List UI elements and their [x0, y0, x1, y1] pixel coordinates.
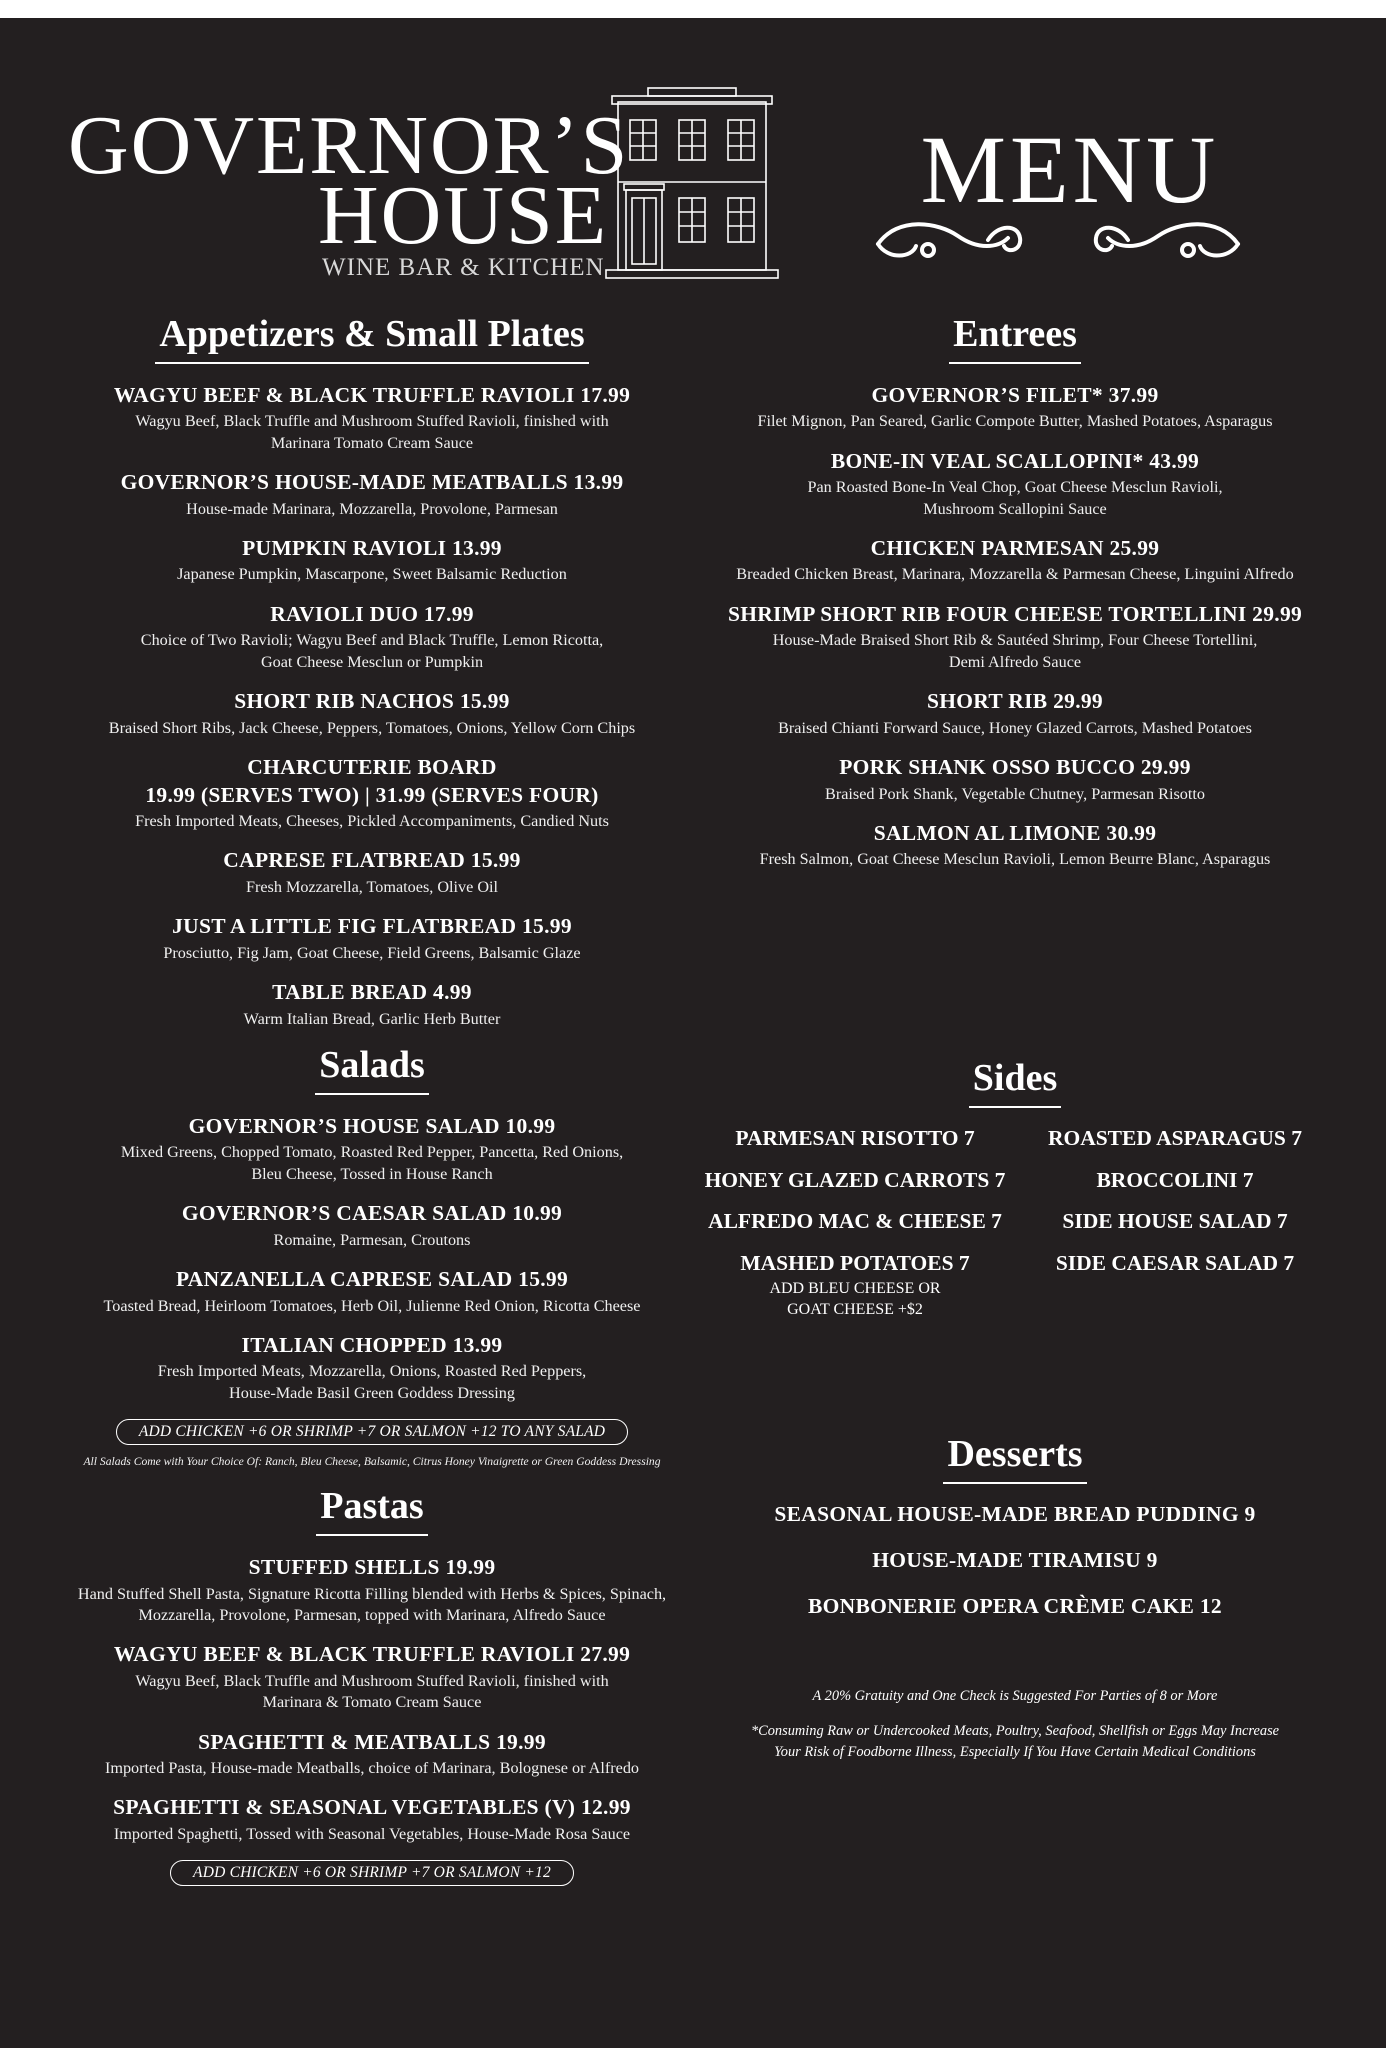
sides-right-list: [1020, 1126, 1330, 1337]
item-name: CHICKEN PARMESAN 25.99: [870, 535, 1160, 560]
entree-list: [700, 382, 1330, 871]
side-name: ROASTED ASPARAGUS 7: [1047, 1125, 1303, 1150]
salad-item: [62, 1113, 682, 1185]
item-description: Warm Italian Bread, Garlic Herb Butter: [243, 1009, 501, 1028]
item-description: Wagyu Beef, Black Truffle and Mushroom Stuffed Ravioli, finished with Marinara Tomato Cream Sauce: [135, 412, 609, 452]
item-name: SHORT RIB NACHOS 15.99: [234, 689, 510, 714]
item-description: House-made Marinara, Mozzarella, Provolone, Parmesan: [186, 499, 558, 518]
appetizer-item: [62, 535, 682, 586]
house-building-icon: [604, 86, 780, 286]
salad-item: [62, 1332, 682, 1404]
item-name: SPAGHETTI & SEASONAL VEGETABLES (V) 12.99: [113, 1795, 631, 1820]
item-name: SHORT RIB 29.99: [927, 689, 1103, 714]
item-name: WAGYU BEEF & BLACK TRUFFLE RAVIOLI 17.99: [113, 382, 631, 407]
side-name: MASHED POTATOES 7: [740, 1251, 970, 1276]
item-description: Romaine, Parmesan, Croutons: [273, 1230, 471, 1249]
item-description: Toasted Bread, Heirloom Tomatoes, Herb Oil, Julienne Red Onion, Ricotta Cheese: [103, 1296, 641, 1315]
side-item: [700, 1168, 1010, 1194]
side-name: HONEY GLAZED CARROTS 7: [704, 1167, 1006, 1192]
item-description: Fresh Imported Meats, Cheeses, Pickled Accompaniments, Candied Nuts: [135, 812, 609, 831]
footnotes-section: [700, 1686, 1330, 1763]
item-description: Filet Mignon, Pan Seared, Garlic Compote Butter, Mashed Potatoes, Asparagus: [757, 412, 1273, 431]
item-description: Choice of Two Ravioli; Wagyu Beef and Black Truffle, Lemon Ricotta, Goat Cheese Mesclun or Pumpkin: [140, 631, 604, 671]
brand-tagline: WINE BAR & KITCHEN: [322, 254, 605, 281]
item-name: WAGYU BEEF & BLACK TRUFFLE RAVIOLI 27.99: [113, 1642, 631, 1667]
item-description: Hand Stuffed Shell Pasta, Signature Ricotta Filling blended with Herbs & Spices, Spinach, Mozzarella, Provolone, Parmesan, topped with Marinara, Alfredo Sauce: [77, 1584, 667, 1624]
side-item: [700, 1126, 1010, 1152]
item-name: PORK SHANK OSSO BUCCO 29.99: [839, 755, 1191, 779]
side-item: [1020, 1251, 1330, 1277]
entree-item: [700, 820, 1330, 871]
dessert-item: SEASONAL HOUSE-MADE BREAD PUDDING 9: [774, 1501, 1256, 1526]
item-name: JUST A LITTLE FIG FLATBREAD 15.99: [172, 914, 572, 939]
side-name: ALFREDO MAC & CHEESE 7: [708, 1209, 1002, 1234]
item-name: CAPRESE FLATBREAD 15.99: [223, 848, 521, 873]
side-note: ADD BLEU CHEESE OR GOAT CHEESE +$2: [769, 1279, 941, 1318]
item-description: Prosciutto, Fig Jam, Goat Cheese, Field Greens, Balsamic Glaze: [163, 943, 581, 962]
item-description: Braised Short Ribs, Jack Cheese, Peppers, Tomatoes, Onions, Yellow Corn Chips: [108, 718, 636, 737]
item-name: SALMON AL LIMONE 30.99: [873, 820, 1157, 845]
sides-section: [700, 1058, 1330, 1337]
pasta-list: [62, 1554, 682, 1845]
item-description: Fresh Mozzarella, Tomatoes, Olive Oil: [245, 877, 499, 896]
entree-item: [700, 448, 1330, 520]
side-item: [700, 1251, 1010, 1320]
item-description: Mixed Greens, Chopped Tomato, Roasted Red Pepper, Pancetta, Red Onions, Bleu Cheese, Tossed in House Ranch: [120, 1143, 624, 1183]
side-item: [1020, 1168, 1330, 1194]
gratuity-note: A 20% Gratuity and One Check is Suggested For Parties of 8 or More: [812, 1688, 1218, 1704]
item-name: RAVIOLI DUO 17.99: [270, 601, 474, 626]
item-description: Breaded Chicken Breast, Marinara, Mozzarella & Parmesan Cheese, Linguini Alfredo: [736, 565, 1294, 584]
sides-title: Sides: [969, 1058, 1061, 1108]
pasta-item: [62, 1729, 682, 1780]
appetizer-item: [62, 601, 682, 673]
entrees-title: Entrees: [949, 314, 1081, 364]
pasta-item: [62, 1554, 682, 1626]
item-description: Braised Pork Shank, Vegetable Chutney, Parmesan Risotto: [825, 784, 1205, 803]
item-name: STUFFED SHELLS 19.99: [248, 1554, 496, 1579]
appetizers-title: Appetizers & Small Plates: [155, 314, 588, 364]
desserts-title: Desserts: [943, 1434, 1086, 1484]
pastas-title: Pastas: [316, 1486, 427, 1536]
entree-item: [700, 382, 1330, 433]
sides-grid: [700, 1126, 1330, 1337]
item-description: Wagyu Beef, Black Truffle and Mushroom Stuffed Ravioli, finished with Marinara & Tomato Cream Sauce: [135, 1671, 609, 1712]
item-description: Japanese Pumpkin, Mascarpone, Sweet Balsamic Reduction: [177, 565, 567, 584]
flourish-ornament-icon: [868, 214, 1248, 274]
pasta-addon-pill: ADD CHICKEN +6 OR SHRIMP +7 OR SALMON +12: [170, 1860, 574, 1886]
pasta-item: [62, 1794, 682, 1845]
side-name: SIDE HOUSE SALAD 7: [1062, 1209, 1288, 1234]
pasta-item: [62, 1641, 682, 1713]
entree-item: [700, 688, 1330, 739]
side-name: SIDE CAESAR SALAD 7: [1055, 1251, 1295, 1276]
salad-item: [62, 1266, 682, 1317]
item-name: GOVERNOR’S FILET* 37.99: [871, 382, 1159, 407]
item-description: Pan Roasted Bone-In Veal Chop, Goat Cheese Mesclun Ravioli, Mushroom Scallopini Sauce: [807, 478, 1223, 518]
side-item: [1020, 1126, 1330, 1152]
salad-dressing-note: All Salads Come with Your Choice Of: Ranch, Bleu Cheese, Balsamic, Citrus Honey Vinaigrette or Green Goddess Dressing: [83, 1455, 661, 1469]
entree-item: [700, 754, 1330, 805]
left-column: [62, 314, 682, 1886]
dessert-list: [700, 1502, 1330, 1619]
menu-sheet: [0, 18, 1386, 2048]
salad-list: [62, 1113, 682, 1404]
appetizer-item: [62, 847, 682, 898]
appetizer-list: [62, 382, 682, 1030]
appetizer-item: [62, 913, 682, 964]
item-name: BONE-IN VEAL SCALLOPINI* 43.99: [830, 448, 1200, 473]
salads-title: Salads: [315, 1045, 429, 1095]
item-name: SPAGHETTI & MEATBALLS 19.99: [198, 1729, 546, 1754]
brand-name-line1: GOVERNOR’S: [68, 99, 630, 192]
item-name: CHARCUTERIE BOARD 19.99 (SERVES TWO) | 31.99 (SERVES FOUR): [145, 755, 599, 807]
item-name: PANZANELLA CAPRESE SALAD 15.99: [175, 1267, 569, 1292]
item-description: House-Made Braised Short Rib & Sautéed Shrimp, Four Cheese Tortellini, Demi Alfredo Sauce: [772, 631, 1258, 671]
brand-logo: [64, 78, 784, 288]
item-name: ITALIAN CHOPPED 13.99: [241, 1332, 503, 1357]
desserts-section: [700, 1434, 1330, 1640]
side-name: PARMESAN RISOTTO 7: [735, 1125, 975, 1150]
side-item: [1020, 1209, 1330, 1235]
appetizer-item: [62, 979, 682, 1030]
item-description: Fresh Imported Meats, Mozzarella, Onions, Roasted Red Peppers, House-Made Basil Green Goddess Dressing: [157, 1362, 587, 1402]
brand-name-line2: HOUSE: [318, 169, 609, 262]
item-name: PUMPKIN RAVIOLI 13.99: [242, 535, 502, 560]
appetizer-item: [62, 382, 682, 454]
appetizer-item: [62, 688, 682, 739]
item-name: TABLE BREAD 4.99: [272, 980, 472, 1005]
item-name: SHRIMP SHORT RIB FOUR CHEESE TORTELLINI 29.99: [727, 601, 1303, 626]
item-name: GOVERNOR’S HOUSE-MADE MEATBALLS 13.99: [120, 470, 624, 495]
item-name: GOVERNOR’S HOUSE SALAD 10.99: [188, 1113, 556, 1138]
dessert-item: HOUSE-MADE TIRAMISU 9: [872, 1547, 1158, 1572]
salad-addon-pill: ADD CHICKEN +6 OR SHRIMP +7 OR SALMON +12 TO ANY SALAD: [116, 1419, 628, 1445]
item-description: Imported Spaghetti, Tossed with Seasonal Vegetables, House-Made Rosa Sauce: [113, 1824, 631, 1843]
item-description: Imported Pasta, House-made Meatballs, choice of Marinara, Bolognese or Alfredo: [104, 1759, 640, 1778]
item-description: Fresh Salmon, Goat Cheese Mesclun Ravioli, Lemon Beurre Blanc, Asparagus: [759, 850, 1271, 869]
consumer-advisory-note: *Consuming Raw or Undercooked Meats, Poultry, Seafood, Shellfish or Eggs May Increase Your Risk of Foodborne Illness, Especially If You Have Certain Medical Conditions: [750, 1722, 1280, 1760]
dessert-item: BONBONERIE OPERA CRÈME CAKE 12: [808, 1593, 1222, 1618]
entree-item: [700, 535, 1330, 586]
entrees-section: [700, 314, 1330, 886]
menu-title: MENU: [920, 116, 1220, 223]
item-name: GOVERNOR’S CAESAR SALAD 10.99: [181, 1201, 563, 1226]
side-name: BROCCOLINI 7: [1096, 1167, 1254, 1192]
sides-left-list: [700, 1126, 1010, 1337]
entree-item: [700, 601, 1330, 673]
appetizer-item: [62, 754, 682, 832]
appetizer-item: [62, 469, 682, 520]
salad-item: [62, 1200, 682, 1251]
item-description: Braised Chianti Forward Sauce, Honey Glazed Carrots, Mashed Potatoes: [778, 718, 1252, 737]
side-item: [700, 1209, 1010, 1235]
